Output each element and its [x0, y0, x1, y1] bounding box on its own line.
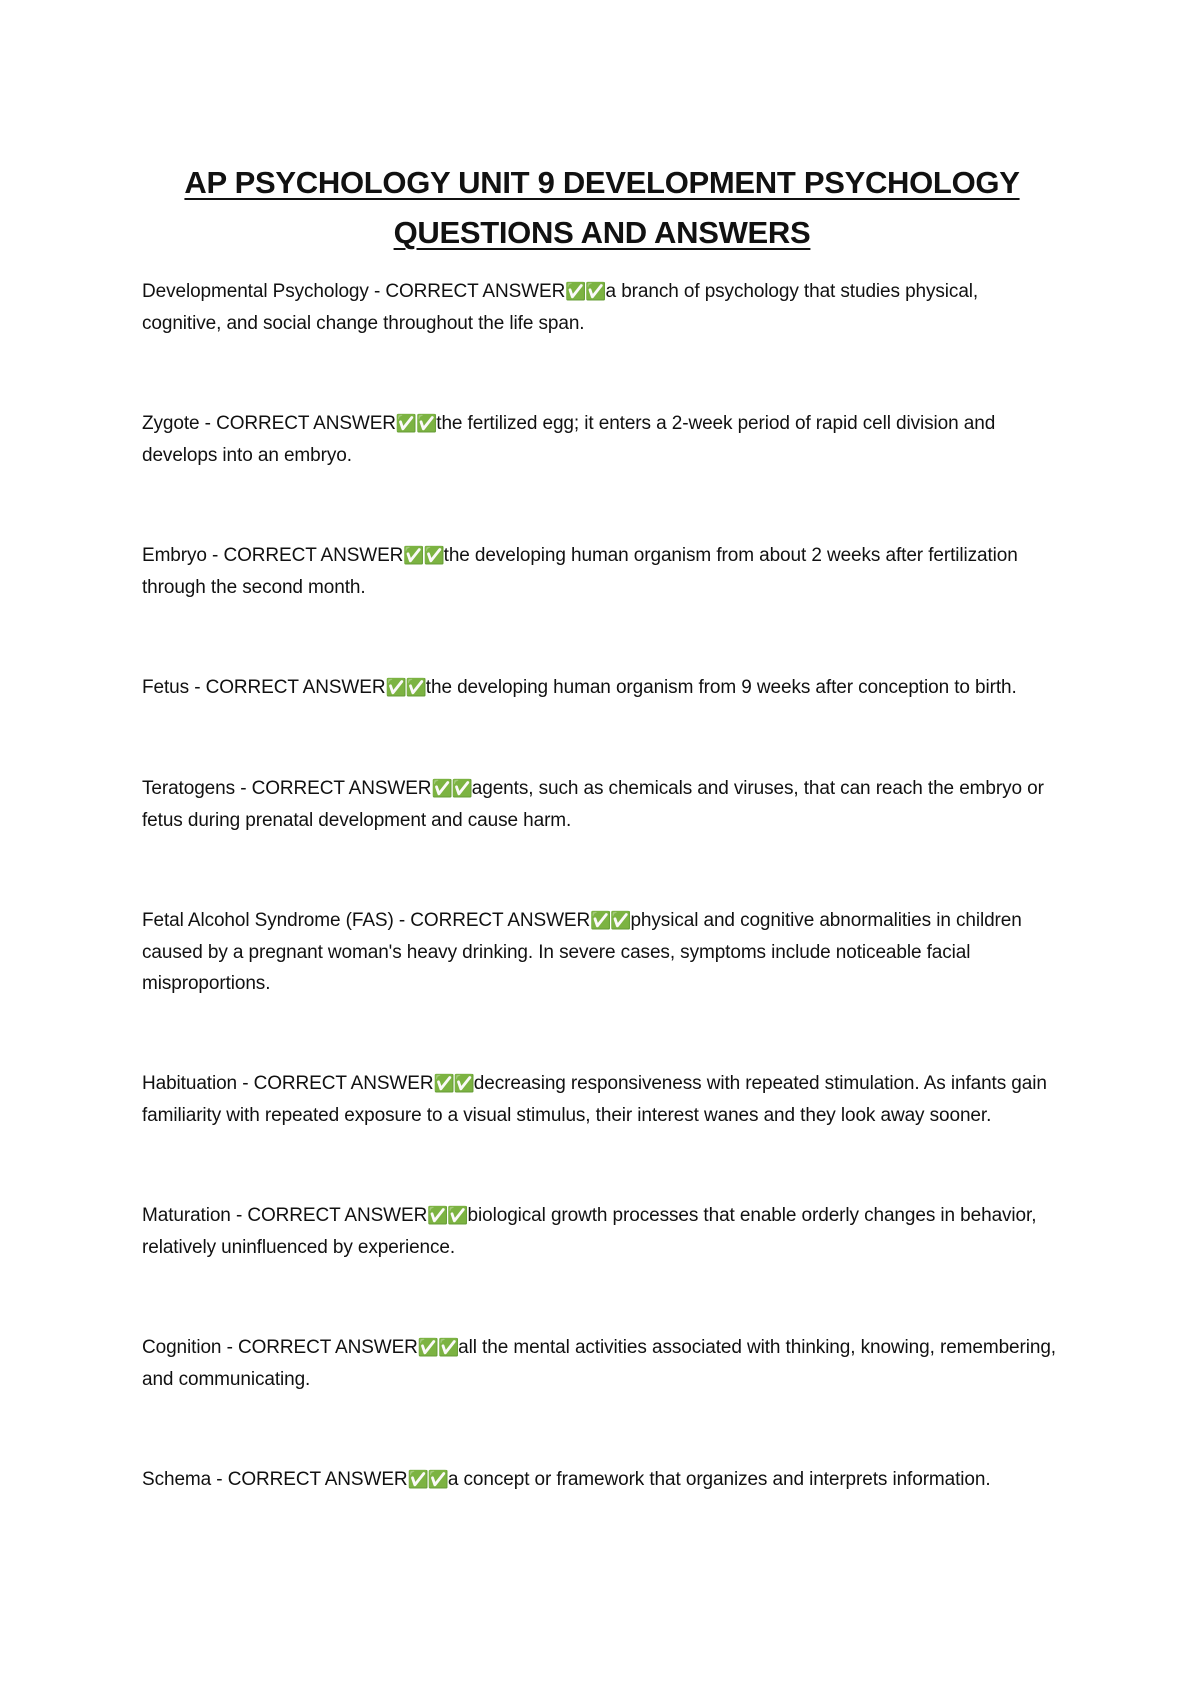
- entry-definition: physical and cognitive abnormalities in children caused by a pregnant woman's heavy drinking. In severe cases, symptoms include noticeable facial misproportions.: [142, 910, 1022, 994]
- answer-marker: CORRECT ANSWER: [237, 1337, 418, 1358]
- qa-entry-teratogens: Teratogens - CORRECT ANSWER✅✅agents, such as chemicals and viruses, that can reach the embryo or fetus during prenatal development and cause harm.: [142, 778, 1044, 831]
- double-check-icon: ✅✅: [427, 1206, 468, 1226]
- answer-marker: CORRECT ANSWER: [251, 778, 432, 799]
- entry-term: Fetal Alcohol Syndrome (FAS): [142, 910, 394, 931]
- entry-term: Schema: [142, 1469, 212, 1490]
- entry-term: Fetus: [142, 677, 190, 698]
- double-check-icon: ✅✅: [417, 1338, 459, 1358]
- double-check-icon: ✅✅: [395, 414, 437, 434]
- double-check-icon: ✅✅: [407, 1470, 448, 1490]
- double-check-icon: ✅✅: [590, 911, 631, 931]
- double-check-icon: ✅✅: [433, 1074, 474, 1094]
- qa-entry-maturation: Maturation - CORRECT ANSWER✅✅biological growth processes that enable orderly changes in behavior, relatively uninfluenced by experience.: [142, 1205, 1037, 1258]
- entry-definition: agents, such as chemicals and viruses, that can reach the embryo or fetus during prenatal development and cause harm.: [142, 778, 1044, 831]
- qa-list: [142, 276, 1062, 1496]
- entry-definition: a branch of psychology that studies physical, cognitive, and social change throughout the life span.: [142, 281, 979, 334]
- answer-marker: CORRECT ANSWER: [253, 1073, 434, 1094]
- entry-definition: decreasing responsiveness with repeated stimulation. As infants gain familiarity with repeated exposure to a visual stimulus, their interest wanes and they look away sooner.: [142, 1073, 1047, 1126]
- entry-definition: biological growth processes that enable orderly changes in behavior, relatively uninfluenced by experience.: [142, 1205, 1037, 1258]
- answer-marker: CORRECT ANSWER: [385, 281, 566, 302]
- qa-entry-fetal-alcohol-syndrome: Fetal Alcohol Syndrome (FAS) - CORRECT ANSWER✅✅physical and cognitive abnormalities in children caused by a pregnant woman's heavy drinking. In severe cases, symptoms include noticeable facial misproportions.: [142, 910, 1022, 994]
- entry-term: Teratogens: [142, 778, 236, 799]
- entry-term: Cognition: [142, 1337, 222, 1358]
- qa-entry-cognition: Cognition - CORRECT ANSWER✅✅all the mental activities associated with thinking, knowing, remembering, and communicating.: [142, 1337, 1056, 1390]
- qa-entry-fetus: Fetus - CORRECT ANSWER✅✅the developing human organism from 9 weeks after conception to birth.: [142, 677, 1017, 698]
- document-title: [142, 158, 1062, 258]
- qa-entry-habituation: Habituation - CORRECT ANSWER✅✅decreasing responsiveness with repeated stimulation. As infants gain familiarity with repeated exposure to a visual stimulus, their interest wanes and they look away sooner.: [142, 1073, 1047, 1126]
- answer-marker: CORRECT ANSWER: [227, 1469, 408, 1490]
- title-line-1: AP PSYCHOLOGY UNIT 9 DEVELOPMENT PSYCHOLOGY: [184, 165, 1020, 200]
- entry-term: Maturation: [142, 1205, 231, 1226]
- qa-entry-developmental-psychology: Developmental Psychology - CORRECT ANSWER✅✅a branch of psychology that studies physical, cognitive, and social change throughout the life span.: [142, 281, 979, 334]
- answer-marker: CORRECT ANSWER: [247, 1205, 428, 1226]
- entry-definition: the developing human organism from about 2 weeks after fertilization through the second month.: [142, 545, 1018, 598]
- entry-term: Developmental Psychology: [142, 281, 369, 302]
- double-check-icon: ✅✅: [385, 678, 426, 698]
- entry-term: Zygote: [142, 413, 200, 434]
- double-check-icon: ✅✅: [403, 546, 444, 566]
- answer-marker: CORRECT ANSWER: [205, 677, 386, 698]
- entry-term: Habituation: [142, 1073, 238, 1094]
- entry-definition: all the mental activities associated with thinking, knowing, remembering, and communicating.: [142, 1337, 1056, 1390]
- title-line-2: QUESTIONS AND ANSWERS: [393, 215, 811, 250]
- qa-entry-embryo: Embryo - CORRECT ANSWER✅✅the developing human organism from about 2 weeks after fertilization through the second month.: [142, 545, 1018, 598]
- answer-marker: CORRECT ANSWER: [216, 413, 396, 434]
- answer-marker: CORRECT ANSWER: [410, 910, 591, 931]
- qa-entry-zygote: Zygote - CORRECT ANSWER✅✅the fertilized egg; it enters a 2-week period of rapid cell division and develops into an embryo.: [142, 413, 996, 466]
- qa-entry-schema: Schema - CORRECT ANSWER✅✅a concept or framework that organizes and interprets information.: [142, 1469, 991, 1490]
- entry-term: Embryo: [142, 545, 207, 566]
- entry-definition: the fertilized egg; it enters a 2-week period of rapid cell division and develops into an embryo.: [142, 413, 996, 466]
- entry-definition: a concept or framework that organizes and interprets information.: [447, 1469, 991, 1490]
- entry-definition: the developing human organism from 9 weeks after conception to birth.: [425, 677, 1017, 698]
- answer-marker: CORRECT ANSWER: [223, 545, 404, 566]
- double-check-icon: ✅✅: [431, 779, 472, 799]
- double-check-icon: ✅✅: [565, 282, 606, 302]
